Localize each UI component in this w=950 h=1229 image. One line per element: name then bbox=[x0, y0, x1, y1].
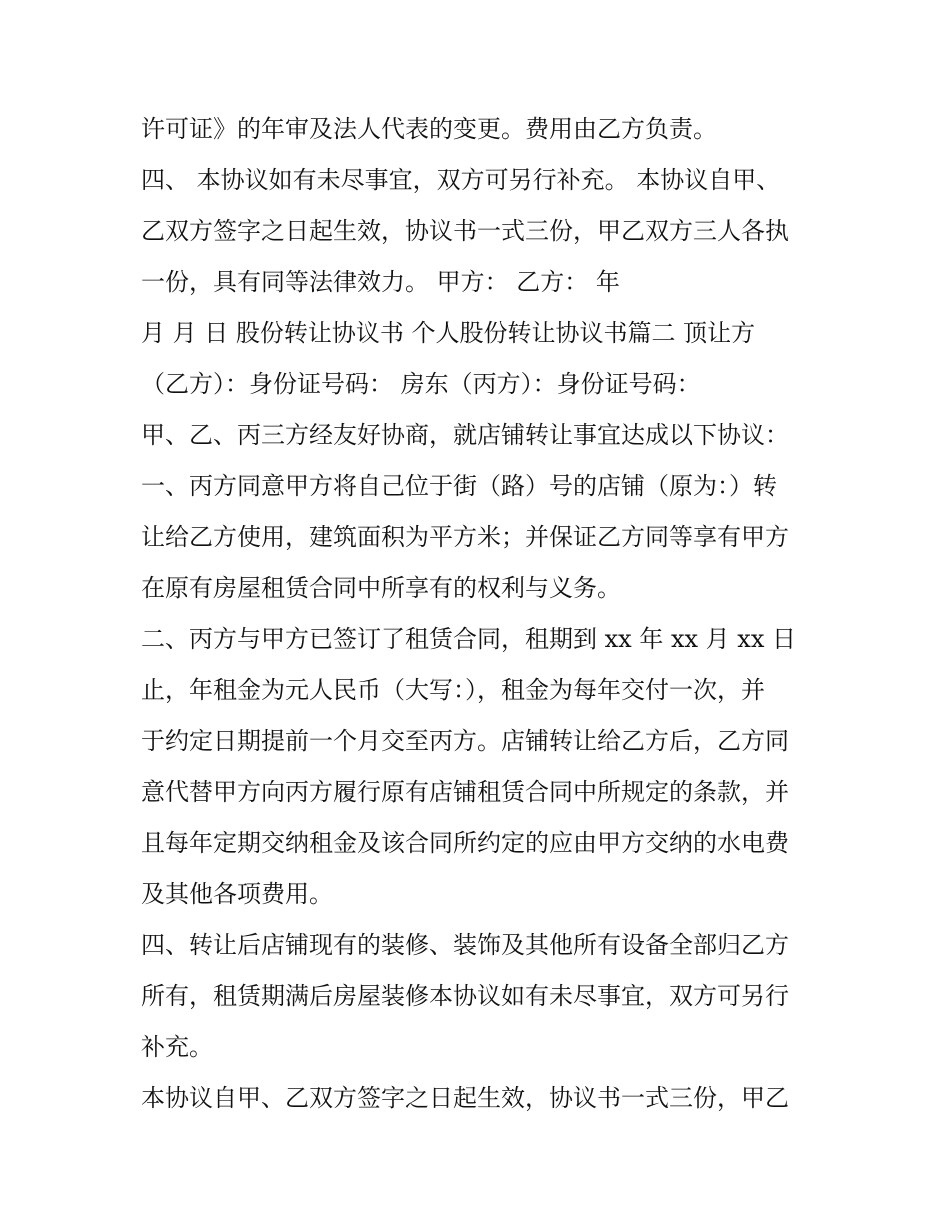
text-line: 四、 本协议如有未尽事宜，双方可另行补充。 本协议自甲、 bbox=[141, 166, 781, 194]
text-line: 乙双方签字之日起生效，协议书一式三份，甲乙双方三人各执 bbox=[141, 217, 789, 245]
text-line: （乙方）：身份证号码： 房东（丙方）：身份证号码： bbox=[141, 370, 701, 398]
text-line: 所有，租赁期满后房屋装修本协议如有未尽事宜，双方可另行 bbox=[141, 982, 789, 1010]
text-line: 且每年定期交纳租金及该合同所约定的应由甲方交纳的水电费 bbox=[141, 829, 789, 857]
text-line: 让给乙方使用，建筑面积为平方米；并保证乙方同等享有甲方 bbox=[141, 523, 789, 551]
text-line: 于约定日期提前一个月交至丙方。店铺转让给乙方后，乙方同 bbox=[141, 727, 789, 755]
text-line: 在原有房屋租赁合同中所享有的权利与义务。 bbox=[141, 574, 621, 602]
text-line: 及其他各项费用。 bbox=[141, 880, 333, 908]
text-line: 许可证》的年审及法人代表的变更。费用由乙方负责。 bbox=[141, 115, 717, 143]
document-body bbox=[141, 108, 821, 1128]
text-line: 意代替甲方向丙方履行原有店铺租赁合同中所规定的条款，并 bbox=[141, 778, 789, 806]
text-line: 四、转让后店铺现有的装修、装饰及其他所有设备全部归乙方 bbox=[141, 931, 789, 959]
text-line: 二、丙方与甲方已签订了租赁合同，租期到 xx 年 xx 月 xx 日 bbox=[141, 625, 796, 653]
text-line: 止，年租金为元人民币（大写：），租金为每年交付一次，并 bbox=[141, 676, 765, 704]
text-line: 一、丙方同意甲方将自己位于街（路）号的店铺（原为：）转 bbox=[141, 472, 777, 500]
text-line: 一份，具有同等法律效力。 甲方： 乙方： 年 bbox=[141, 268, 620, 296]
text-line: 甲、乙、丙三方经友好协商，就店铺转让事宜达成以下协议： bbox=[141, 421, 789, 449]
text-line: 补充。 bbox=[141, 1033, 213, 1061]
text-line: 本协议自甲、乙双方签字之日起生效，协议书一式三份，甲乙 bbox=[141, 1084, 789, 1112]
text-line: 月 月 日 股份转让协议书 个人股份转让协议书篇二 顶让方 bbox=[141, 319, 756, 347]
